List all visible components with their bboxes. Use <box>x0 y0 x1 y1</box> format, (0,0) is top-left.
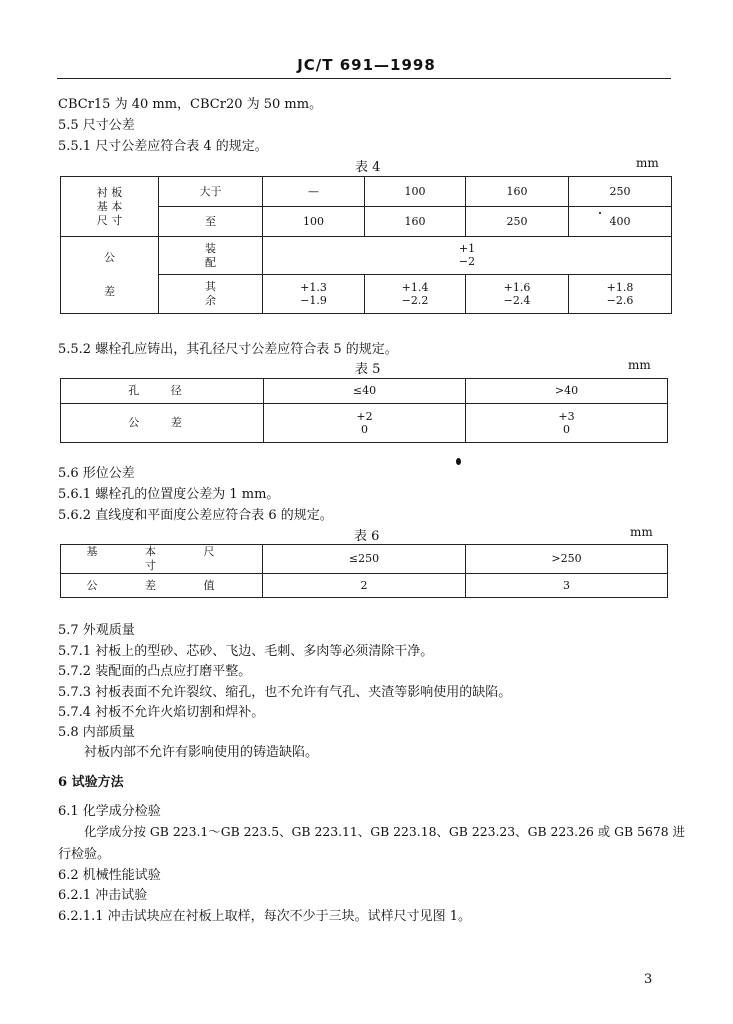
tolerance-upper: +1.6 <box>503 280 531 294</box>
header-rule <box>57 78 671 79</box>
tolerance-upper: +1.3 <box>300 280 327 294</box>
to-label: 至 <box>159 207 263 237</box>
tolerance-lower: −1.9 <box>300 293 327 307</box>
scan-speck <box>599 212 601 214</box>
section-5-7-heading: 5.7 外观质量 <box>58 623 135 638</box>
section-6-1-body-cont: 行检验。 <box>58 847 111 862</box>
tolerance-value-label: 公 差 值 <box>61 574 263 598</box>
section-6-2-1: 6.2.1 冲击试验 <box>58 888 148 903</box>
scan-dot <box>456 458 461 465</box>
basic-size-value: >250 <box>466 545 668 574</box>
other-label-1: 其 <box>205 280 216 293</box>
tolerance-lower: −2.2 <box>401 293 429 307</box>
tolerance-upper: +1.4 <box>401 280 429 294</box>
from-value: 100 <box>365 177 466 207</box>
from-value: — <box>263 177 365 207</box>
from-value: 250 <box>569 177 672 207</box>
other-tolerance <box>263 275 365 314</box>
section-5-6-2: 5.6.2 直线度和平面度公差应符合表 6 的规定。 <box>58 508 333 523</box>
section-5-7-4: 5.7.4 衬板不允许火焰切割和焊补。 <box>58 705 265 720</box>
section-5-7-1: 5.7.1 衬板上的型砂、芯砂、飞边、毛刺、多肉等必须清除干净。 <box>58 644 434 659</box>
tolerance-upper: +1.8 <box>606 280 634 294</box>
hole-tolerance-label: 公 差 <box>61 404 264 443</box>
tolerance-upper: +1 <box>458 242 476 255</box>
hole-tolerance-value <box>466 404 668 443</box>
basic-size-value: ≤250 <box>263 545 466 574</box>
tolerance-lower: −2.6 <box>606 293 634 307</box>
tolerance-header <box>61 237 159 314</box>
table-4-size-header <box>61 177 159 237</box>
tolerance-value: 2 <box>263 574 466 598</box>
assembly-label-1: 装 <box>205 241 216 255</box>
tolerance-lower: 0 <box>361 422 368 436</box>
tolerance-upper: +3 <box>558 409 575 423</box>
tolerance-header-top: 公 <box>104 251 115 264</box>
section-5-8-body: 衬板内部不允许有影响使用的铸造缺陷。 <box>84 745 319 760</box>
to-value: 250 <box>466 207 569 237</box>
from-value: 160 <box>466 177 569 207</box>
section-5-6-heading: 5.6 形位公差 <box>58 466 135 481</box>
section-5-5-2: 5.5.2 螺栓孔应铸出，其孔径尺寸公差应符合表 5 的规定。 <box>58 342 398 357</box>
table-6-unit: mm <box>630 525 653 539</box>
hole-diameter-value: ≤40 <box>264 379 466 404</box>
tolerance-header-bottom: 差 <box>104 285 115 298</box>
table-4 <box>60 176 672 314</box>
table-4-unit: mm <box>636 156 659 170</box>
section-6-2-1-1: 6.2.1.1 冲击试块应在衬板上取样，每次不少于三块。试样尺寸见图 1。 <box>58 909 472 924</box>
section-6-2-heading: 6.2 机械性能试验 <box>58 868 161 883</box>
section-5-7-3: 5.7.3 衬板表面不允许裂纹、缩孔，也不允许有气孔、夹渣等影响使用的缺陷。 <box>58 685 512 700</box>
other-tolerance <box>569 275 672 314</box>
section-6-1-body: 化学成分按 GB 223.1～GB 223.5、GB 223.11、GB 223.18、GB 223.23、GB 223.26 或 GB 5678 进 <box>84 824 685 839</box>
section-5-6-1: 5.6.1 螺栓孔的位置度公差为 1 mm。 <box>58 487 280 502</box>
cbcr-size-line: CBCr15 为 40 mm，CBCr20 为 50 mm。 <box>58 97 323 112</box>
hole-diameter-value: >40 <box>466 379 668 404</box>
table-6 <box>60 544 668 598</box>
hole-diameter-label: 孔 径 <box>61 379 264 404</box>
header-line-2: 基 本 <box>96 199 123 213</box>
to-value: 100 <box>263 207 365 237</box>
page-number: 3 <box>644 972 653 987</box>
other-tolerance <box>466 275 569 314</box>
section-6-heading: 6 试验方法 <box>58 775 124 790</box>
tolerance-value: 3 <box>466 574 668 598</box>
assembly-label-2: 配 <box>205 255 216 269</box>
assembly-label <box>159 237 263 275</box>
header-line-1: 衬 板 <box>96 185 123 199</box>
tolerance-lower: 0 <box>563 422 570 436</box>
hole-tolerance-value <box>264 404 466 443</box>
table-5 <box>60 378 668 443</box>
to-value: 400 <box>569 207 672 237</box>
to-value: 160 <box>365 207 466 237</box>
section-5-5-1: 5.5.1 尺寸公差应符合表 4 的规定。 <box>58 139 268 154</box>
table-4-caption: 表 4 <box>355 160 381 175</box>
tolerance-lower: −2.4 <box>503 293 531 307</box>
table-6-caption: 表 6 <box>354 529 380 544</box>
basic-size-label: 基 本 尺 寸 <box>61 545 263 574</box>
other-label <box>159 275 263 314</box>
section-5-7-2: 5.7.2 装配面的凸点应打磨平整。 <box>58 664 252 679</box>
table-5-caption: 表 5 <box>355 362 381 377</box>
header-line-3: 尺 寸 <box>96 213 123 227</box>
table-5-unit: mm <box>628 358 651 372</box>
section-5-8-heading: 5.8 内部质量 <box>58 725 135 740</box>
assembly-tolerance <box>263 237 672 275</box>
other-tolerance <box>365 275 466 314</box>
from-label: 大于 <box>159 177 263 207</box>
other-label-2: 余 <box>205 294 216 307</box>
section-5-5-heading: 5.5 尺寸公差 <box>58 118 135 133</box>
document-code-header: JC/T 691—1998 <box>297 56 436 74</box>
section-6-1-heading: 6.1 化学成分检验 <box>58 804 161 819</box>
tolerance-lower: −2 <box>458 255 476 268</box>
tolerance-upper: +2 <box>356 409 373 423</box>
